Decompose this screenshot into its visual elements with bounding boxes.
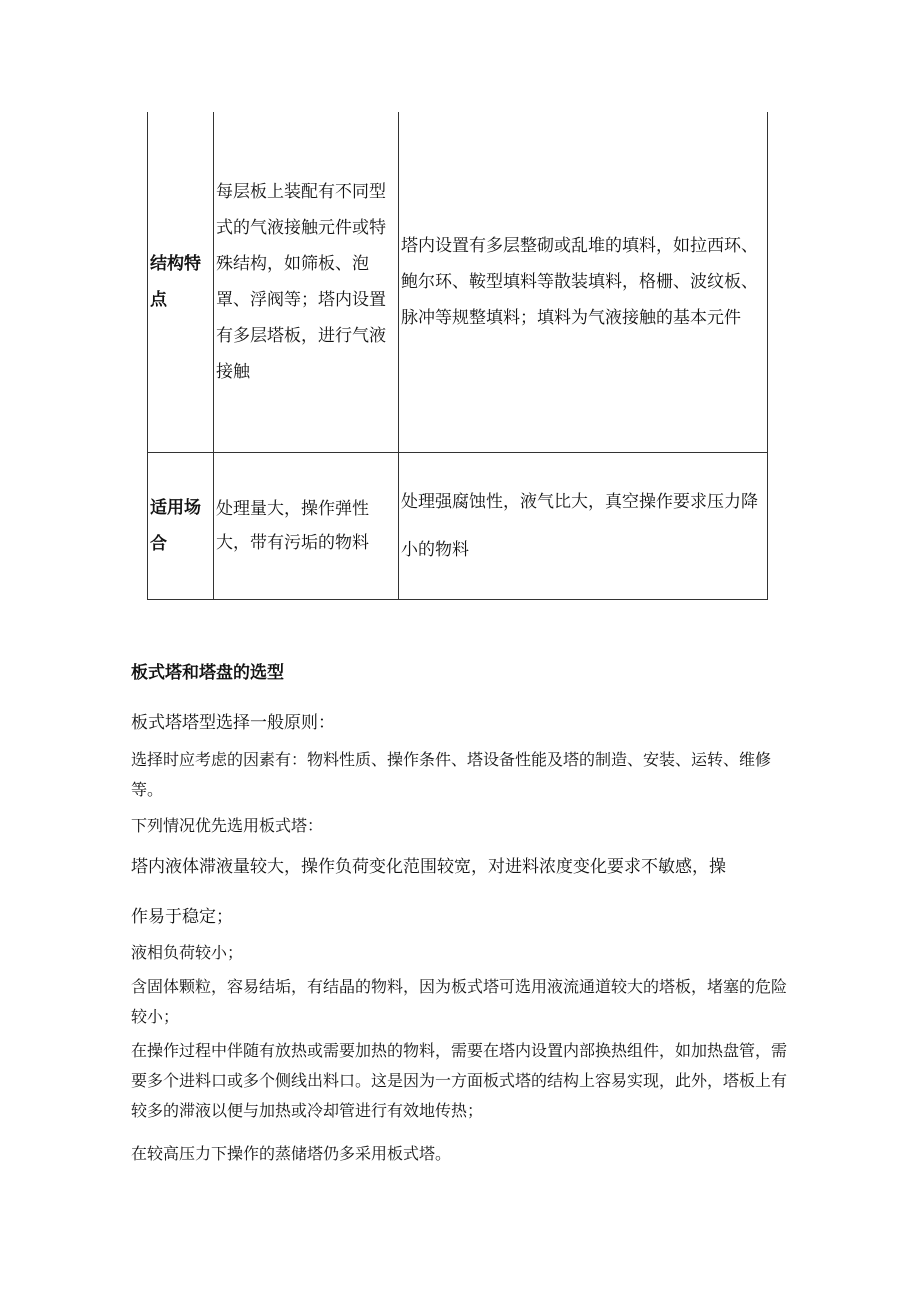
row-header-structure: 结构特点 [148, 112, 214, 453]
comparison-table [147, 112, 768, 600]
cell-packed-structure: 塔内设置有多层整砌或乱堆的填料，如拉西环、鲍尔环、鞍型填料等散装填料，格栅、波纹板、脉冲等规整填料；填料为气液接触的基本元件 [399, 112, 768, 453]
list-item: 在操作过程中伴随有放热或需要加热的物料，需要在塔内设置内部换热组件，如加热盘管，需要多个进料口或多个侧线出料口。这是因为一方面板式塔的结构上容易实现，此外，塔板上有较多的滞液以便与加热或冷却管进行有效地传热； [131, 1041, 788, 1120]
prefer-intro: 下列情况优先选用板式塔： [131, 816, 324, 835]
list-item: 含固体颗粒，容易结垢，有结晶的物料，因为板式塔可选用液流通道较大的塔板，堵塞的危险较小； [131, 977, 788, 1026]
row-header-application: 适用场合 [148, 453, 214, 600]
list-item: 在较高压力下操作的蒸储塔仍多采用板式塔。 [131, 1144, 452, 1163]
factors-paragraph: 选择时应考虑的因素有：物料性质、操作条件、塔设备性能及塔的制造、安装、运转、维修等。 [131, 750, 772, 799]
principle-heading: 板式塔塔型选择一般原则： [131, 713, 335, 733]
cell-packed-application: 处理强腐蚀性，液气比大，真空操作要求压力降小的物料 [399, 453, 768, 600]
table-row-application [148, 453, 768, 600]
cell-plate-application: 处理量大，操作弹性大，带有污垢的物料 [214, 453, 399, 600]
list-item: 液相负荷较小； [131, 943, 244, 962]
table-row-structure [148, 112, 768, 453]
list-item: 塔内液体滞液量较大，操作负荷变化范围较宽，对进料浓度变化要求不敏感，操作易于稳定； [131, 857, 726, 927]
cell-plate-structure: 每层板上装配有不同型式的气液接触元件或特殊结构，如筛板、泡罩、浮阀等；塔内设置有多层塔板，进行气液接触 [214, 112, 399, 453]
section-title: 板式塔和塔盘的选型 [131, 663, 284, 683]
